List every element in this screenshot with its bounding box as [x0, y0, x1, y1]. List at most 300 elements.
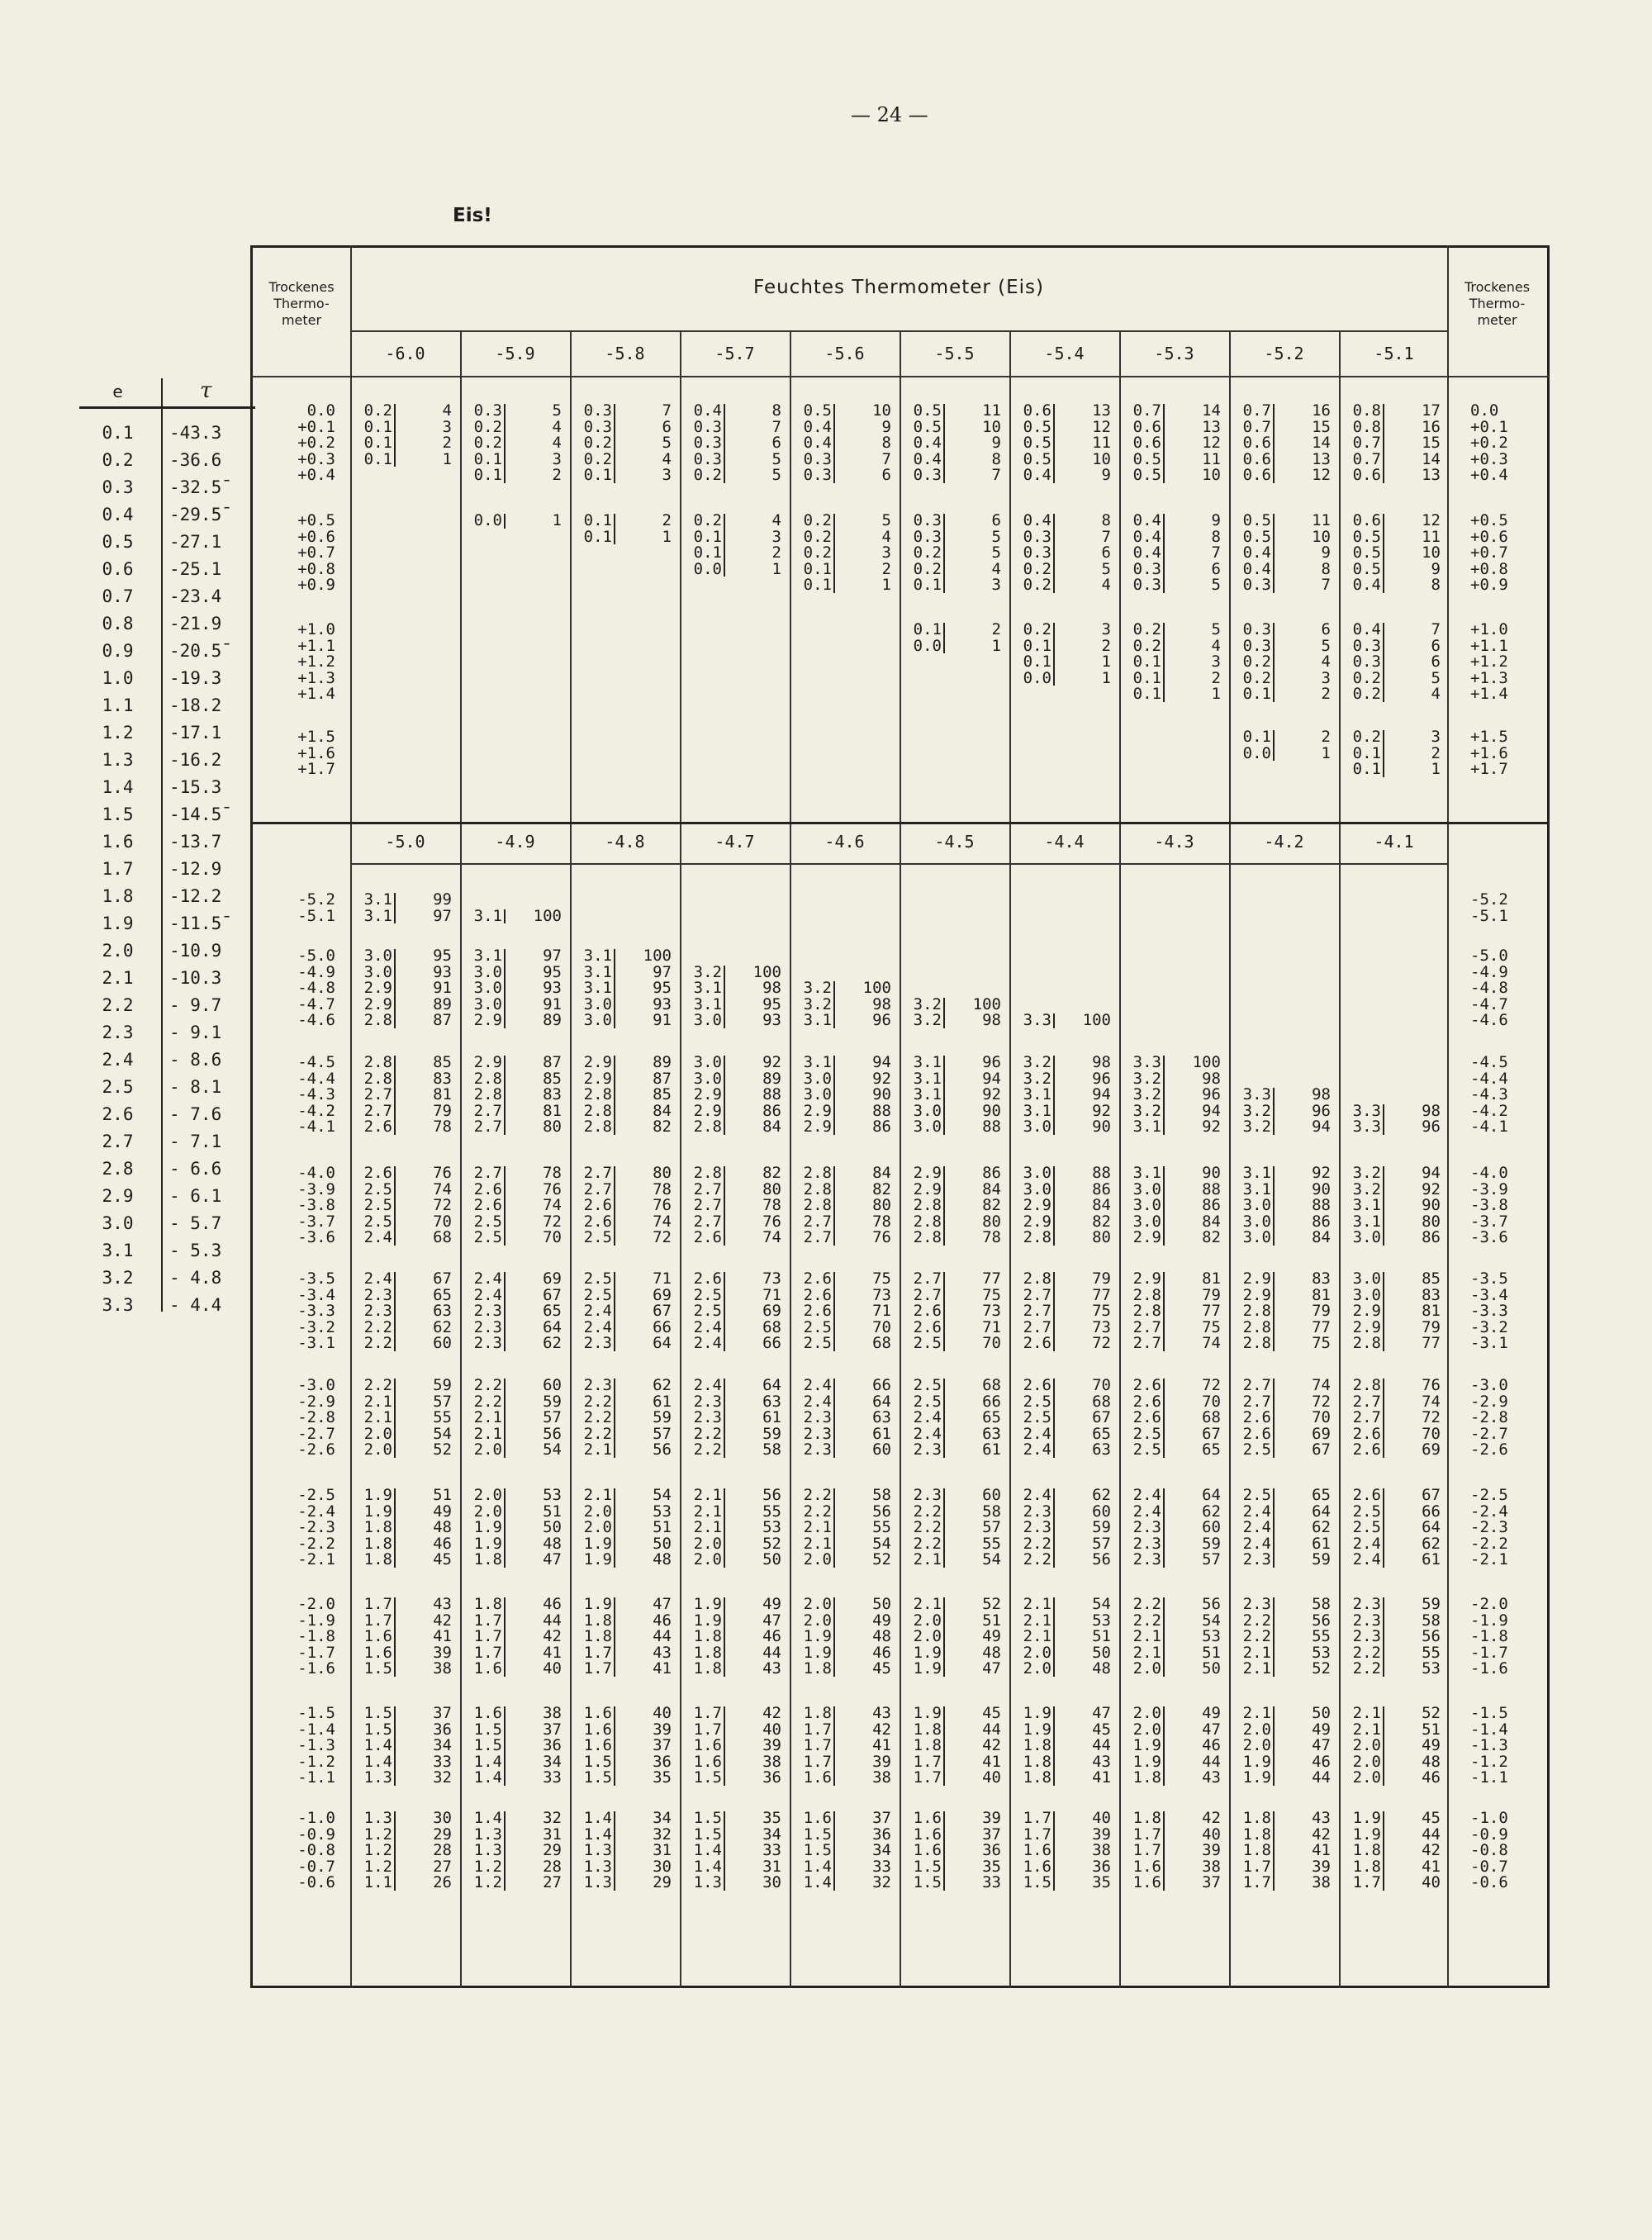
relative-humidity: 42: [1422, 1841, 1441, 1860]
table-cell: [900, 1705, 1009, 1786]
relative-humidity: 50: [762, 1550, 781, 1569]
e-value: 0.2: [102, 450, 134, 470]
vapor-pressure: 2.1: [583, 1440, 612, 1459]
vapor-pressure: 1.6: [363, 1643, 392, 1662]
relative-humidity: 36: [433, 1720, 452, 1739]
vapor-pressure: 3.0: [1132, 1179, 1161, 1198]
relative-humidity: 64: [872, 1392, 891, 1411]
dry-temp-label: -2.5: [297, 1486, 335, 1504]
cell-separator: [1383, 1488, 1384, 1568]
cell-separator: [943, 623, 945, 653]
cell-separator: [943, 1706, 945, 1786]
dry-temp-label: +0.5: [297, 511, 335, 529]
relative-humidity: 72: [1422, 1408, 1441, 1427]
dry-temp-label: -1.7: [297, 1643, 335, 1662]
relative-humidity: 54: [433, 1424, 452, 1443]
relative-humidity: 51: [543, 1502, 562, 1521]
vapor-pressure: 3.1: [363, 906, 392, 925]
relative-humidity: 55: [433, 1408, 452, 1427]
relative-humidity: 47: [543, 1550, 562, 1569]
relative-humidity: 74: [543, 1196, 562, 1215]
wet-temp-label: -6.0: [385, 344, 425, 363]
vapor-pressure: 2.8: [1023, 1269, 1051, 1288]
vapor-pressure: 2.6: [1132, 1392, 1161, 1411]
vapor-pressure: 3.3: [1352, 1101, 1381, 1120]
tau-value: - 4.4: [169, 1295, 222, 1315]
relative-humidity: 38: [762, 1752, 781, 1771]
cell-separator: [1273, 404, 1275, 483]
relative-humidity: 5: [552, 401, 562, 420]
relative-humidity: 8: [991, 449, 1001, 468]
header-wet-title: Feuchtes Thermometer (Eis): [752, 277, 1045, 298]
relative-humidity: 72: [653, 1228, 672, 1247]
relative-humidity: 67: [1422, 1486, 1441, 1504]
vapor-pressure: 3.0: [1023, 1164, 1051, 1182]
relative-humidity: 82: [1202, 1228, 1221, 1247]
header-tau: τ: [200, 378, 212, 403]
relative-humidity: 4: [991, 559, 1001, 578]
cell-separator: [943, 998, 945, 1028]
vapor-pressure: 0.2: [913, 559, 942, 578]
e-value: 1.5: [102, 804, 134, 824]
tau-value: -16.2: [169, 750, 222, 770]
vapor-pressure: 2.2: [583, 1392, 612, 1411]
vapor-pressure: 1.6: [803, 1809, 832, 1827]
relative-humidity: 64: [1422, 1518, 1441, 1537]
relative-humidity: 74: [1422, 1392, 1441, 1411]
relative-humidity: 68: [982, 1376, 1001, 1394]
relative-humidity: 79: [433, 1101, 452, 1120]
relative-humidity: 47: [1092, 1704, 1111, 1722]
relative-humidity: 10: [872, 401, 891, 420]
relative-humidity: 6: [1321, 620, 1331, 638]
vapor-pressure: 0.1: [1352, 743, 1381, 762]
vapor-pressure: 1.6: [693, 1736, 722, 1755]
dry-temp-label: -0.6: [297, 1873, 335, 1892]
vapor-pressure: 1.8: [1352, 1841, 1381, 1860]
relative-humidity: 49: [872, 1611, 891, 1630]
dry-temp-label: +0.6: [297, 527, 335, 546]
relative-humidity: 16: [1422, 417, 1441, 436]
vapor-pressure: 2.0: [363, 1424, 392, 1443]
vapor-pressure: 2.1: [1242, 1643, 1271, 1662]
relative-humidity: 2: [442, 434, 452, 453]
vapor-pressure: 1.6: [1023, 1857, 1051, 1876]
relative-humidity: 53: [1422, 1659, 1441, 1678]
left-table-row: [79, 529, 255, 555]
vapor-pressure: 2.0: [363, 1440, 392, 1459]
vapor-pressure: 1.3: [693, 1873, 722, 1892]
relative-humidity: 80: [762, 1179, 781, 1198]
dry-temp-label: +0.8: [1470, 559, 1508, 578]
vapor-pressure: 2.5: [473, 1228, 502, 1247]
cell-separator: [943, 1056, 945, 1135]
relative-humidity: 66: [872, 1376, 891, 1394]
vapor-pressure: 2.5: [803, 1317, 832, 1336]
table-cell: [570, 1705, 680, 1786]
vapor-pressure: 2.7: [803, 1212, 832, 1231]
vapor-pressure: 0.5: [1023, 434, 1051, 453]
vapor-pressure: 2.1: [1132, 1643, 1161, 1662]
relative-humidity: 95: [653, 979, 672, 998]
vapor-pressure: 2.9: [693, 1085, 722, 1104]
relative-humidity: 2: [552, 466, 562, 485]
vapor-pressure: 2.1: [1352, 1720, 1381, 1739]
dry-temp-label: -4.7: [297, 994, 335, 1013]
relative-humidity: 35: [1092, 1873, 1111, 1892]
relative-humidity: 51: [1422, 1720, 1441, 1739]
vapor-pressure: 2.6: [693, 1269, 722, 1288]
vapor-pressure: 2.0: [1132, 1720, 1161, 1739]
cell-separator: [724, 1706, 725, 1786]
vapor-pressure: 2.3: [693, 1408, 722, 1427]
relative-humidity: 36: [543, 1736, 562, 1755]
vapor-pressure: 2.0: [1023, 1659, 1051, 1678]
relative-humidity: 10: [1312, 527, 1331, 546]
dry-temp-label: -2.2: [1470, 1534, 1508, 1553]
relative-humidity: 37: [653, 1736, 672, 1755]
relative-humidity: 60: [982, 1486, 1001, 1504]
cell-separator: [1053, 404, 1055, 483]
relative-humidity: 48: [982, 1643, 1001, 1662]
cell-separator: [1053, 1706, 1055, 1786]
vapor-pressure: 3.1: [803, 1011, 832, 1030]
cell-separator: [1273, 1379, 1275, 1458]
relative-humidity: 80: [872, 1196, 891, 1215]
vapor-pressure: 2.8: [1352, 1376, 1381, 1394]
dry-temp-label: +0.4: [1470, 466, 1508, 485]
relative-humidity: 41: [1312, 1841, 1331, 1860]
vapor-pressure: 0.2: [1352, 728, 1381, 746]
relative-humidity: 53: [1312, 1643, 1331, 1662]
vapor-pressure: 1.9: [363, 1502, 392, 1521]
cell-separator: [724, 1811, 725, 1891]
cell-separator: [394, 1056, 396, 1135]
cell-separator: [394, 1811, 396, 1891]
e-value: 1.2: [102, 723, 134, 743]
vapor-pressure: 2.6: [363, 1164, 392, 1182]
vapor-pressure: 2.2: [693, 1424, 722, 1443]
dry-temp-label: -2.6: [297, 1440, 335, 1459]
tau-value: - 8.6: [169, 1050, 222, 1070]
relative-humidity: 52: [872, 1550, 891, 1569]
dry-temp-label: +0.7: [297, 543, 335, 562]
vapor-pressure: 2.0: [1352, 1768, 1381, 1787]
vapor-pressure: 0.4: [1242, 559, 1271, 578]
vapor-pressure: 3.0: [363, 947, 392, 965]
vapor-pressure: 0.2: [693, 511, 722, 529]
vapor-pressure: 0.1: [1352, 760, 1381, 779]
table-cell: [1009, 1270, 1119, 1351]
relative-humidity: 44: [1202, 1752, 1221, 1771]
table-cell: [790, 1054, 900, 1135]
vapor-pressure: 0.1: [913, 620, 942, 638]
vapor-pressure: 2.7: [1023, 1302, 1051, 1321]
table-cell: [1119, 512, 1229, 593]
relative-humidity: 11: [982, 401, 1001, 420]
vapor-pressure: 2.3: [1023, 1502, 1051, 1521]
relative-humidity: 66: [762, 1334, 781, 1353]
vapor-pressure: 1.8: [363, 1550, 392, 1569]
cell-separator: [1383, 1166, 1384, 1246]
relative-humidity: 90: [1422, 1196, 1441, 1215]
vapor-pressure: 2.1: [803, 1534, 832, 1553]
cell-separator: [1273, 1088, 1275, 1135]
vapor-pressure: 2.5: [1352, 1502, 1381, 1521]
tau-value: -19.3: [169, 668, 222, 688]
table-cell: [1339, 1705, 1449, 1786]
vapor-pressure: 0.1: [363, 417, 392, 436]
relative-humidity: 96: [1312, 1101, 1331, 1120]
vapor-pressure: 2.3: [693, 1392, 722, 1411]
relative-humidity: 42: [872, 1720, 891, 1739]
dry-temp-label: -5.0: [1470, 947, 1508, 965]
vapor-pressure: 0.1: [363, 434, 392, 453]
table-cell: [1119, 1596, 1229, 1677]
relative-humidity: 1: [1101, 668, 1111, 687]
relative-humidity: 80: [1092, 1228, 1111, 1247]
relative-humidity: 40: [762, 1720, 781, 1739]
vapor-pressure: 0.2: [803, 511, 832, 529]
dry-temp-label: -1.1: [297, 1768, 335, 1787]
relative-humidity: 86: [1202, 1196, 1221, 1215]
table-cell: [1009, 1810, 1119, 1891]
dry-temp-label: -5.0: [297, 947, 335, 965]
left-table-row: [79, 992, 255, 1018]
cell-separator: [724, 1597, 725, 1677]
table-cell: [570, 1377, 680, 1458]
dry-temp-label: -1.8: [297, 1627, 335, 1646]
dry-temp-label: -2.7: [1470, 1424, 1508, 1443]
relative-humidity: 94: [1092, 1085, 1111, 1104]
cell-separator: [943, 404, 945, 483]
left-table-row: [79, 1074, 255, 1100]
relative-humidity: 3: [442, 417, 452, 436]
vapor-pressure: 2.2: [1352, 1659, 1381, 1678]
vapor-pressure: 1.8: [583, 1611, 612, 1630]
table-cell: [460, 1596, 570, 1677]
table-cell: [1119, 1487, 1229, 1568]
relative-humidity: 78: [433, 1118, 452, 1137]
relative-humidity: 86: [1422, 1228, 1441, 1247]
relative-humidity: 11: [1092, 434, 1111, 453]
vapor-pressure: 2.7: [583, 1179, 612, 1198]
tau-value: -20.5̄: [169, 641, 222, 661]
vapor-pressure: 2.7: [1242, 1392, 1271, 1411]
relative-humidity: 74: [762, 1228, 781, 1247]
table-cell: [350, 1054, 460, 1135]
relative-humidity: 96: [1422, 1118, 1441, 1137]
relative-humidity: 61: [762, 1408, 781, 1427]
relative-humidity: 54: [653, 1486, 672, 1504]
vapor-pressure: 0.1: [1242, 728, 1271, 746]
e-value: 0.4: [102, 505, 134, 524]
dry-temp-label: -4.6: [1470, 1011, 1508, 1030]
table-cell: [1229, 1596, 1339, 1677]
cell-separator: [504, 1272, 506, 1351]
e-value: 0.3: [102, 477, 134, 497]
vapor-pressure: 0.1: [583, 466, 612, 485]
table-cell: [350, 1596, 460, 1677]
header-rule: [350, 330, 1447, 332]
vapor-pressure: 2.9: [1023, 1212, 1051, 1231]
relative-humidity: 68: [872, 1334, 891, 1353]
e-value: 2.5: [102, 1077, 134, 1097]
relative-humidity: 78: [653, 1179, 672, 1198]
relative-humidity: 52: [1422, 1704, 1441, 1722]
vapor-pressure: 0.5: [1352, 527, 1381, 546]
table-cell: [570, 512, 680, 593]
vapor-pressure: 0.7: [1242, 417, 1271, 436]
vapor-pressure: 2.8: [1352, 1334, 1381, 1353]
vapor-pressure: 0.2: [363, 401, 392, 420]
vapor-pressure: 3.2: [1132, 1101, 1161, 1120]
vapor-pressure: 3.3: [1242, 1085, 1271, 1104]
relative-humidity: 79: [1312, 1302, 1331, 1321]
vapor-pressure: 2.4: [1132, 1486, 1161, 1504]
vapor-pressure: 2.8: [1242, 1317, 1271, 1336]
table-cell: [900, 947, 1009, 1028]
vapor-pressure: 2.2: [1023, 1534, 1051, 1553]
relative-humidity: 56: [543, 1424, 562, 1443]
vapor-pressure: 3.0: [1242, 1228, 1271, 1247]
vapor-pressure: 2.9: [363, 979, 392, 998]
table-cell: [1339, 1810, 1449, 1891]
relative-humidity: 33: [543, 1768, 562, 1787]
vapor-pressure: 0.2: [803, 543, 832, 562]
cell-separator: [943, 514, 945, 593]
vapor-pressure: 1.8: [363, 1518, 392, 1537]
vapor-pressure: 3.1: [693, 994, 722, 1013]
vapor-pressure: 0.2: [803, 527, 832, 546]
cell-separator: [1053, 1166, 1055, 1246]
cell-separator: [1163, 1811, 1165, 1891]
vapor-pressure: 1.8: [1023, 1768, 1051, 1787]
relative-humidity: 39: [653, 1720, 672, 1739]
table-cell: [460, 947, 570, 1028]
relative-humidity: 48: [872, 1627, 891, 1646]
vapor-pressure: 0.3: [913, 466, 942, 485]
vapor-pressure: 3.1: [1132, 1164, 1161, 1182]
vapor-pressure: 2.5: [363, 1212, 392, 1231]
relative-humidity: 50: [1202, 1659, 1221, 1678]
vapor-pressure: 3.1: [1132, 1118, 1161, 1137]
relative-humidity: 31: [653, 1841, 672, 1860]
dry-temp-label: +0.9: [1470, 576, 1508, 595]
relative-humidity: 58: [1422, 1611, 1441, 1630]
relative-humidity: 64: [1312, 1502, 1331, 1521]
vapor-pressure: 0.1: [1132, 668, 1161, 687]
vapor-pressure: 0.4: [1023, 466, 1051, 485]
relative-humidity: 5: [1321, 636, 1331, 655]
vapor-pressure: 3.0: [583, 1011, 612, 1030]
relative-humidity: 82: [982, 1196, 1001, 1215]
vapor-pressure: 0.3: [1242, 636, 1271, 655]
vapor-pressure: 0.7: [1242, 401, 1271, 420]
vapor-pressure: 0.2: [1352, 668, 1381, 687]
vapor-pressure: 2.3: [1352, 1611, 1381, 1630]
table-cell: [680, 1270, 790, 1351]
relative-humidity: 83: [433, 1069, 452, 1088]
relative-humidity: 86: [872, 1118, 891, 1137]
relative-humidity: 87: [653, 1069, 672, 1088]
vapor-pressure: 3.0: [913, 1101, 942, 1120]
relative-humidity: 59: [653, 1408, 672, 1427]
vapor-pressure: 2.1: [913, 1595, 942, 1613]
relative-humidity: 92: [762, 1053, 781, 1071]
vapor-pressure: 1.6: [473, 1659, 502, 1678]
relative-humidity: 29: [653, 1873, 672, 1892]
relative-humidity: 76: [762, 1212, 781, 1231]
relative-humidity: 14: [1202, 401, 1221, 420]
relative-humidity: 98: [872, 994, 891, 1013]
vapor-pressure: 2.7: [1132, 1334, 1161, 1353]
vapor-pressure: 2.2: [803, 1502, 832, 1521]
dry-temp-label: +1.7: [297, 760, 335, 779]
vapor-pressure: 2.8: [1242, 1334, 1271, 1353]
vapor-pressure: 2.0: [473, 1502, 502, 1521]
table-cell: [1009, 1054, 1119, 1135]
relative-humidity: 60: [872, 1440, 891, 1459]
relative-humidity: 54: [1092, 1595, 1111, 1613]
wet-temp-label: -4.7: [714, 832, 755, 852]
relative-humidity: 96: [1092, 1069, 1111, 1088]
table-cell: [460, 891, 570, 923]
cell-separator: [1163, 404, 1165, 483]
vapor-pressure: 2.2: [583, 1424, 612, 1443]
relative-humidity: 92: [1312, 1164, 1331, 1182]
dry-temp-label: -3.2: [1470, 1317, 1508, 1336]
vapor-pressure: 2.6: [363, 1118, 392, 1137]
relative-humidity: 94: [872, 1053, 891, 1071]
relative-humidity: 2: [881, 559, 891, 578]
vapor-pressure: 1.7: [693, 1720, 722, 1739]
cell-separator: [1383, 1104, 1384, 1135]
vapor-pressure: 3.2: [1132, 1085, 1161, 1104]
vapor-pressure: 2.4: [1242, 1518, 1271, 1537]
relative-humidity: 6: [991, 511, 1001, 529]
tau-value: -14.5̄: [169, 804, 222, 824]
vapor-pressure: 1.5: [693, 1825, 722, 1844]
wet-temp-label: -5.2: [1264, 344, 1304, 363]
relative-humidity: 56: [1202, 1595, 1221, 1613]
relative-humidity: 63: [1092, 1440, 1111, 1459]
cell-separator: [1273, 730, 1275, 761]
relative-humidity: 73: [1092, 1317, 1111, 1336]
vapor-pressure: 0.3: [693, 434, 722, 453]
vapor-pressure: 2.7: [803, 1228, 832, 1247]
relative-humidity: 74: [653, 1212, 672, 1231]
relative-humidity: 34: [653, 1809, 672, 1827]
vapor-pressure: 1.5: [803, 1825, 832, 1844]
dry-temp-label: -3.7: [297, 1212, 335, 1231]
dry-temp-label: -4.8: [1470, 979, 1508, 998]
cell-separator: [614, 1379, 615, 1458]
table-cell: [1339, 402, 1449, 483]
relative-humidity: 43: [1092, 1752, 1111, 1771]
vapor-pressure: 1.8: [1242, 1825, 1271, 1844]
relative-humidity: 44: [982, 1720, 1001, 1739]
left-table-row: [79, 1156, 255, 1182]
table-cell: [900, 1810, 1009, 1891]
vapor-pressure: 2.2: [363, 1317, 392, 1336]
relative-humidity: 93: [762, 1011, 781, 1030]
vapor-pressure: 2.5: [693, 1285, 722, 1304]
relative-humidity: 30: [433, 1809, 452, 1827]
vapor-pressure: 2.3: [473, 1334, 502, 1353]
relative-humidity: 56: [1312, 1611, 1331, 1630]
table-cell: [350, 891, 460, 923]
